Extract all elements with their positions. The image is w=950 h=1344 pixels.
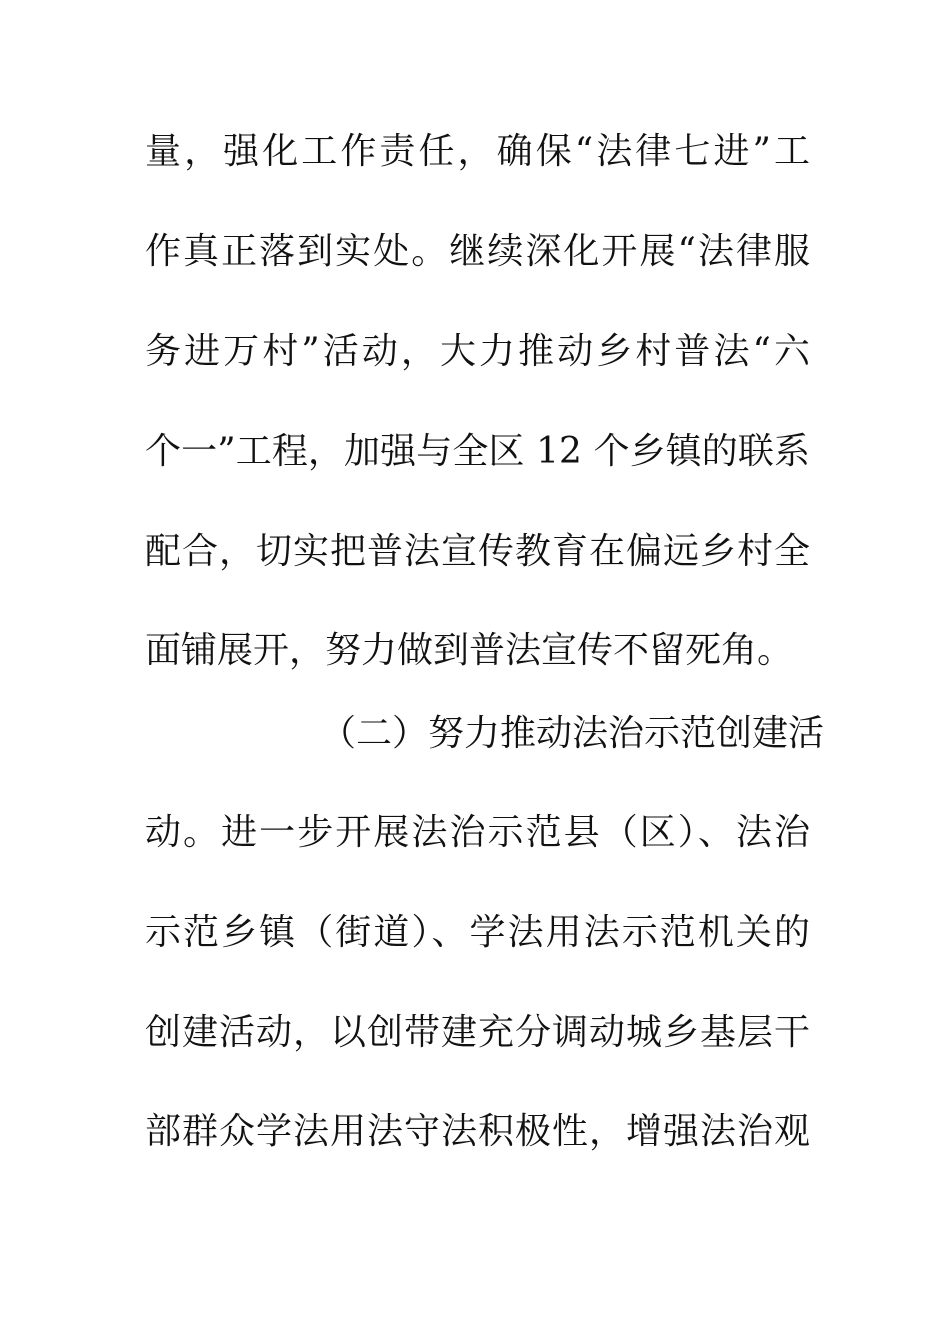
paragraph-line: 配合，切实把普法宣传教育在偏远乡村全 [145,531,810,572]
paragraph-line: 作真正落到实处。继续深化开展“法律服 [145,231,810,272]
paragraph-line: 部群众学法用法守法积极性，增强法治观 [145,1111,810,1152]
section-heading: （二）努力推动法治示范创建活 [320,713,825,754]
paragraph-line: 个一”工程，加强与全区 12 个乡镇的联系 [145,431,810,472]
paragraph-line: 量，强化工作责任，确保“法律七进”工 [145,131,810,172]
paragraph-line: 面铺展开，努力做到普法宣传不留死角。 [145,630,794,671]
paragraph-line: 务进万村”活动，大力推动乡村普法“六 [145,331,810,372]
paragraph-line: 示范乡镇（街道）、学法用法示范机关的 [145,912,810,953]
paragraph-line: 动。进一步开展法治示范县（区）、法治 [145,812,810,853]
paragraph-line: 创建活动，以创带建充分调动城乡基层干 [145,1012,810,1053]
